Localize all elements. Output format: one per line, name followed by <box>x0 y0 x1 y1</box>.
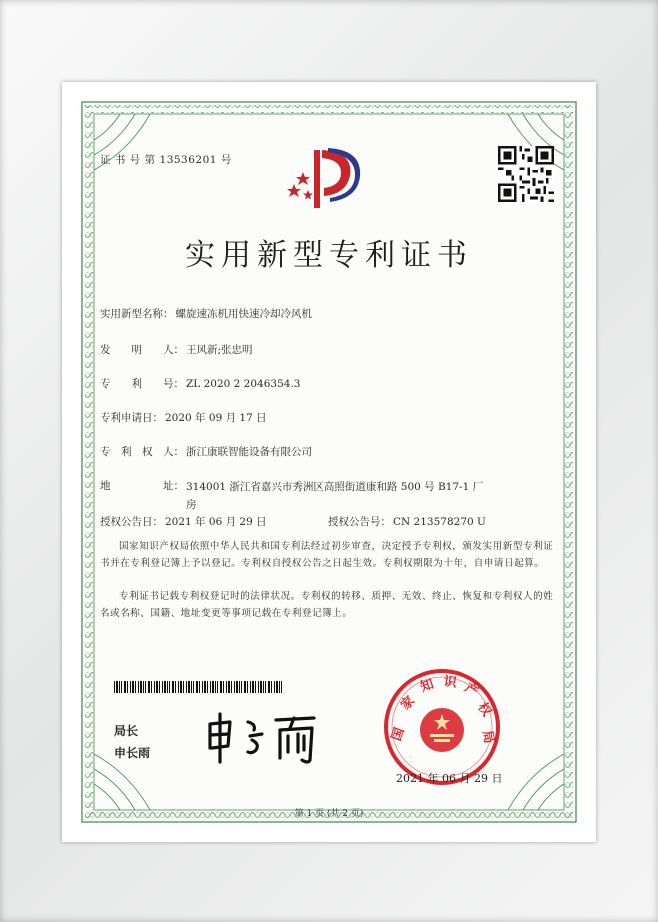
svg-text:权: 权 <box>474 700 495 720</box>
filing-date-row <box>100 410 267 425</box>
grant-date-row <box>100 514 267 529</box>
patentee-row <box>100 444 312 459</box>
grant-date-label: 授权公告日： <box>100 516 163 528</box>
grant-statement-paragraph: 国家知识产权局依照中华人民共和国专利法经过初步审查，决定授予专利权，颁发实用新型专利证书并在专利登记簿上予以登记。专利权自授权公告之日起生效。专利权期限为十年，自申请日起算。 <box>100 541 554 569</box>
patentee-value: 浙江康联智能设备有限公司 <box>186 446 312 458</box>
grant-number-value: CN 213578270 U <box>393 516 486 528</box>
utility-model-name-row <box>100 306 312 321</box>
certificate-title: 实用新型专利证书 <box>185 238 473 273</box>
utility-model-name: 螺旋速冻机用快速冷却冷风机 <box>175 308 312 320</box>
official-seal-icon <box>380 668 504 786</box>
inventor-value: 王风新;张忠明 <box>186 344 253 356</box>
cnipa-logo-icon <box>284 142 366 212</box>
patentee-label: 专 利 权 人： <box>100 446 184 458</box>
inventor-label: 发 明 人： <box>100 344 184 356</box>
svg-text:局: 局 <box>478 729 497 745</box>
svg-text:产: 产 <box>461 680 481 701</box>
patent-number-value: ZL 2020 2 2046354.3 <box>186 378 301 390</box>
filing-date-label: 专利申请日： <box>100 412 163 424</box>
utility-model-name-label: 实用新型名称： <box>100 308 174 320</box>
page-indicator: 第 1 页 (共 2 页) <box>294 809 364 819</box>
grant-number-row <box>328 514 486 529</box>
address-value: 314001 浙江省嘉兴市秀洲区高照街道康和路 500 号 B17-1 厂房 <box>186 481 484 511</box>
certificate-number-value: 13536201 <box>159 154 217 166</box>
filing-date-value: 2020 年 09 月 17 日 <box>165 412 267 424</box>
signer-title: 局长 <box>114 724 139 738</box>
grant-date-value: 2021 年 06 月 29 日 <box>165 516 267 528</box>
seal-date: 2021 年 06 月 29 日 <box>396 772 503 785</box>
signer-name: 申长雨 <box>114 746 151 760</box>
patent-number-row <box>100 376 300 391</box>
patent-certificate <box>80 100 578 824</box>
svg-text:国: 国 <box>389 725 408 744</box>
grant-number-label: 授权公告号： <box>328 516 391 528</box>
inventor-row <box>100 342 253 357</box>
qr-code-icon <box>498 146 554 202</box>
legal-status-paragraph: 专利证书记载专利权登记时的法律状况。专利权的转移、质押、无效、终止、恢复和专利权人的姓名或名称、国籍、地址变更等事项记载在专利登记簿上。 <box>100 591 554 619</box>
address-row <box>100 478 184 493</box>
svg-text:家: 家 <box>398 693 419 714</box>
barcode-icon <box>114 681 282 693</box>
svg-text:知: 知 <box>418 677 436 696</box>
address-label: 地 址： <box>100 480 184 492</box>
certificate-number <box>100 152 232 167</box>
signature-image <box>204 710 334 766</box>
certificate-number-label: 证 书 号 第 <box>100 154 156 166</box>
svg-text:识: 识 <box>442 674 458 691</box>
certificate-number-suffix: 号 <box>220 154 232 166</box>
patent-number-label: 专 利 号： <box>100 378 184 390</box>
